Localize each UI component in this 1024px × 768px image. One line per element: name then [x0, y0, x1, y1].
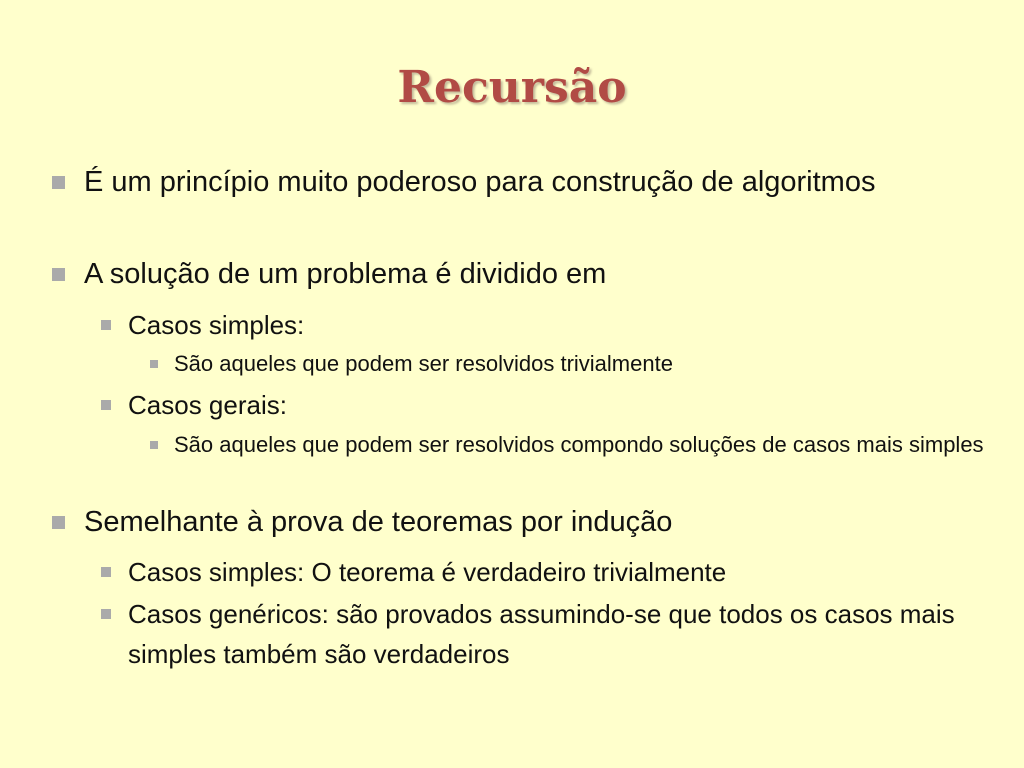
sub-bullet-item: [128, 552, 988, 592]
square-bullet-icon: [101, 567, 111, 577]
bullet-text: São aqueles que podem ser resolvidos trivialmente: [174, 351, 673, 376]
square-bullet-icon: [101, 320, 111, 330]
square-bullet-icon: [52, 268, 65, 281]
bullet-text: Semelhante à prova de teoremas por indução: [84, 506, 673, 538]
bullet-text: Casos genéricos: são provados assumindo-se que todos os casos mais simples também são verdadeiros: [128, 599, 955, 669]
square-bullet-icon: [150, 441, 158, 449]
bullet-item: [84, 255, 964, 293]
sub-sub-bullet-item: [174, 346, 994, 382]
bullet-text: É um princípio muito poderoso para construção de algoritmos: [84, 166, 876, 198]
bullet-text: São aqueles que podem ser resolvidos compondo soluções de casos mais simples: [174, 432, 984, 457]
square-bullet-icon: [52, 516, 65, 529]
sub-sub-bullet-item: [174, 427, 994, 463]
square-bullet-icon: [101, 609, 111, 619]
bullet-text: Casos gerais:: [128, 390, 287, 420]
bullet-item: [84, 503, 964, 541]
sub-bullet-item: [128, 385, 988, 425]
bullet-text: Casos simples:: [128, 310, 305, 340]
bullet-text: A solução de um problema é dividido em: [84, 258, 607, 290]
square-bullet-icon: [101, 400, 111, 410]
sub-bullet-item: [128, 594, 988, 674]
bullet-text: Casos simples: O teorema é verdadeiro trivialmente: [128, 557, 727, 587]
bullet-item: [84, 163, 964, 201]
square-bullet-icon: [150, 360, 158, 368]
slide-title: Recursão: [397, 62, 627, 113]
square-bullet-icon: [52, 176, 65, 189]
sub-bullet-item: [128, 305, 988, 345]
